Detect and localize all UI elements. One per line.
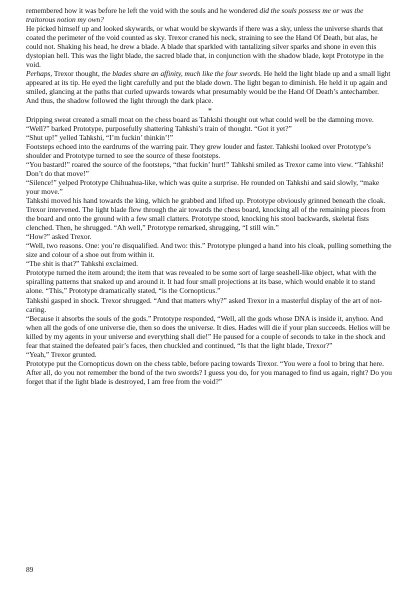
paragraph: “Well, two reasons. One: you’re disqualified. And two: this.” Prototype plunged a hand into his cloak, pulling something the size and colour of a shoe out from within it.: [26, 241, 392, 260]
text-run: remembered how it was before he left the void with the souls and he wondered: [26, 6, 260, 15]
paragraph: Dripping sweat created a small moat on the chess board as Tahkshi thought out what could well be the damning move. “Well?” barked Prototype, purposefully shattering Tahkshi’s train of thought. “Got it yet?”: [26, 114, 374, 133]
italic-text: the blades share an affinity, much like the four swords.: [101, 69, 262, 79]
paragraph: “Because it absorbs the souls of the gods.” Prototype responded, “Well, all the gods whose DNA is inside it, anyhoo. And when all the gods of one universe die, then so does the universe. It dies. Hades will die if your plan succeeds. Helios will be killed by my agents in your universe and everything shall die!” He paused for a couple of seconds to take in the shock and fear that stained the defeated pair’s faces, then chuckled and continued, “Is that the light blade, Trexor?”: [26, 313, 390, 350]
paragraph: And thus, the shadow followed the light through the dark place.: [26, 96, 214, 106]
paragraph: Prototype turned the item around; the item that was revealed to be some sort of large seashell-like object, what with the spiralling patterns that snaked up and around it. It had four small projections at its base, which would enable it to stand alone. “This,” Prototype dramatically stated, “is the Cornopticus.”: [26, 268, 377, 296]
paragraph: He picked himself up and looked skywards, or what would be skywards if there was a sky, unless the universe shards that coated the perimeter of the void counted as sky. Trexor craned his neck, straining to see the Hand Of Death, but alas, he could not. Shaking his head, he drew a blade. A blade that sparkled with tantalizing silver sparks and shone in even this dystopian hell. This was the light blade, the sacred blade that, in conjunction with the shadow blade, kept Prototype in the void.: [26, 24, 384, 70]
italic-text: did the souls possess me or was the traitorous notion my own?: [26, 6, 364, 25]
paragraph: [26, 6, 394, 24]
paragraph: Tahkshi moved his hand towards the king, which he grabbed and lifted up. Prototype obviously grinned beneath the cloak.: [26, 195, 386, 205]
text-run: He held the light blade up and a small light appeared at its tip. He eyed the light carefully and put the blade down. The light began to diminish. He held it up again and smiled, glancing at the paths that curled upwards towards what presumably would be the Hand Of Death’s antechamber.: [26, 69, 391, 97]
paragraph: [26, 69, 394, 96]
paragraph: “You bastard!” roared the source of the footsteps, “that fuckin’ hurt!” Tahkshi smiled as Trexor came into view. “Tahkshi! Don’t do that move!”: [26, 159, 384, 178]
paragraph: “Shut up!” yelled Tahkshi, “I’m fuckin’ thinkin’!”: [26, 132, 174, 142]
paragraph: “Silence!” yelped Prototype Chihuahua-like, which was quite a surprise. He rounded on Tahkshi and said slowly, “make your move.”: [26, 177, 380, 196]
scene-break: *: [208, 105, 212, 115]
paragraph: “The shit is that?” Tahkshi exclaimed.: [26, 259, 138, 269]
paragraph: Footsteps echoed into the eardrums of the warring pair. They grew louder and faster. Tahkshi looked over Prototype’s shoulder and Prototype turned to see the source of these footsteps.: [26, 141, 371, 160]
paragraph: “How?” asked Trexor.: [26, 232, 92, 242]
italic-text: Perhaps,: [26, 69, 53, 79]
paragraph: Tahkshi gasped in shock. Trexor shrugged. “And that matters why?” asked Trexor in a masterful display of the art of not-caring.: [26, 295, 382, 314]
paragraph: “Yeah,” Trexor grunted.: [26, 349, 97, 359]
page-number: 89: [26, 565, 34, 574]
page-body-text: [26, 6, 394, 386]
paragraph: Prototype put the Cornopticus down on the chess table, before pacing towards Trexor. “You were a fool to bring that here. After all, do you not remember the bond of the two swords? I guess you do, for you managed to find us again, right? Do you forget that if the light blade is destroyed, I am free from the void?”: [26, 358, 392, 386]
paragraph: Trexor intervened. The light blade flew through the air towards the chess board, knocking all of the remaining pieces from the board and onto the ground with a few small clatters. Prototype stood, knocking his stool backwards, skeletal fists clenched. Then, he shrugged. “Ah well,” Prototype remarked, shrugging, “I still win.”: [26, 205, 386, 233]
text-run: Trexor thought,: [52, 69, 102, 79]
